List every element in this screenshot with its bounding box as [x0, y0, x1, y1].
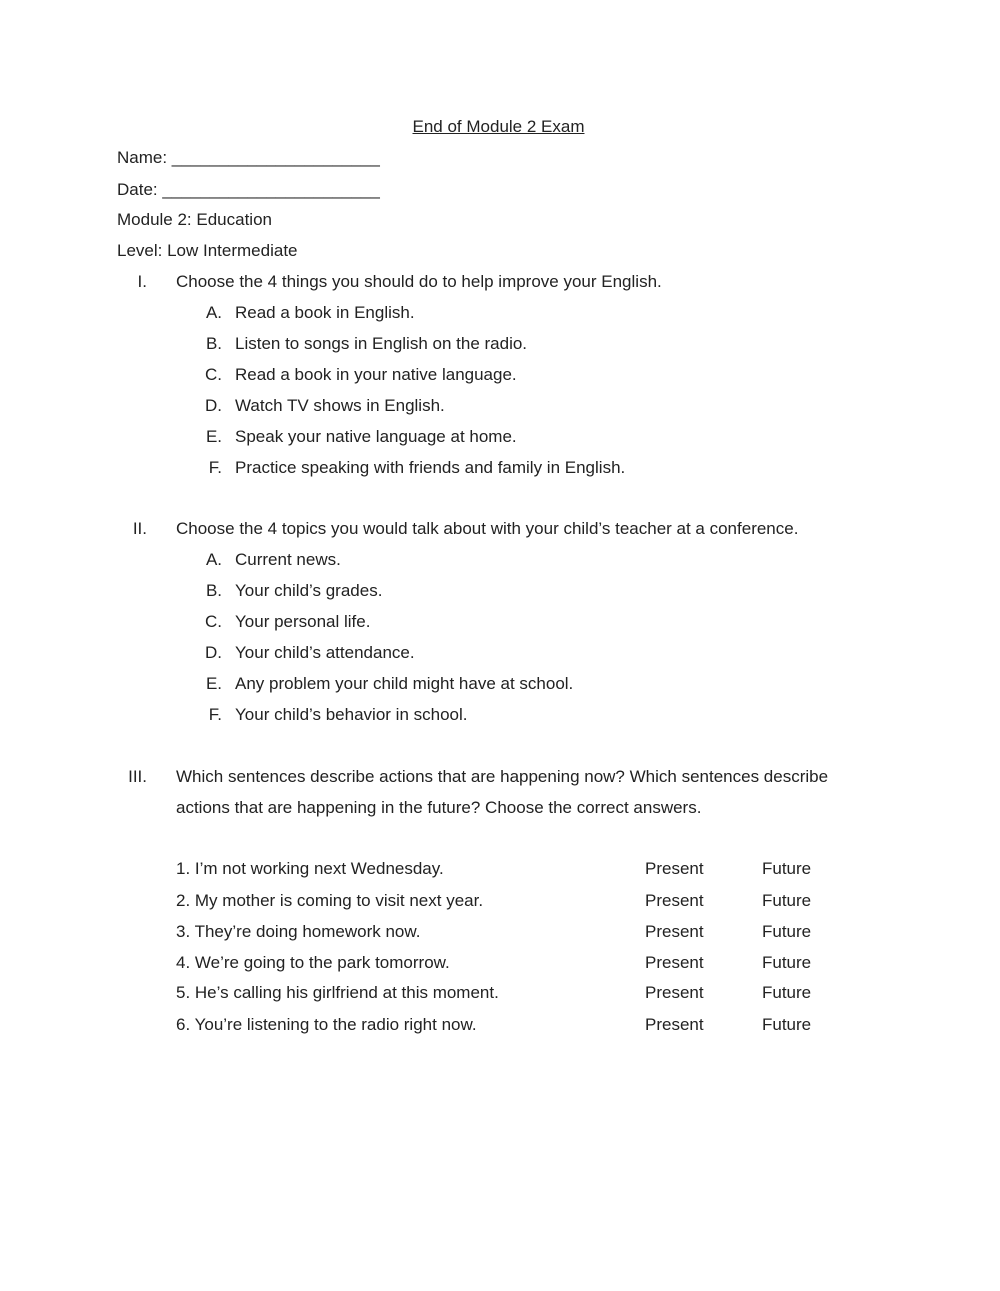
option-item	[0, 364, 1000, 386]
option-letter: B.	[205, 581, 222, 600]
option-text: Your child’s behavior in school.	[235, 705, 468, 724]
question-sentence: 1. I’m not working next Wednesday.	[176, 859, 444, 878]
option-letter: E.	[205, 427, 222, 446]
section-3-prompt-line-2: actions that are happening in the future? Choose the correct answers.	[176, 798, 702, 817]
level-label: Level: Low Intermediate	[117, 241, 298, 260]
page-title: End of Module 2 Exam	[412, 117, 585, 136]
section-3-prompt-line-1: Which sentences describe actions that are happening now? Which sentences describe	[176, 767, 829, 786]
section-1-prompt: Choose the 4 things you should do to help improve your English.	[176, 272, 662, 291]
option-letter: B.	[205, 334, 222, 353]
present-choice[interactable]: Present	[645, 922, 704, 941]
future-choice[interactable]: Future	[762, 922, 812, 941]
question-row	[0, 858, 1000, 880]
option-text: Read a book in your native language.	[235, 365, 517, 384]
future-choice[interactable]: Future	[762, 983, 812, 1002]
option-letter: D.	[205, 396, 222, 415]
question-row	[0, 982, 1000, 1004]
present-choice[interactable]: Present	[645, 859, 704, 878]
option-item	[0, 395, 1000, 417]
option-letter: E.	[205, 674, 222, 693]
option-letter: A.	[205, 550, 222, 569]
option-text: Current news.	[235, 550, 341, 569]
option-item	[0, 704, 1000, 726]
question-row	[0, 1014, 1000, 1036]
option-item	[0, 549, 1000, 571]
option-item	[0, 580, 1000, 602]
future-choice[interactable]: Future	[762, 953, 812, 972]
present-choice[interactable]: Present	[645, 983, 704, 1002]
option-letter: D.	[205, 643, 222, 662]
section-2-prompt: Choose the 4 topics you would talk about with your child’s teacher at a conference.	[176, 519, 799, 538]
present-choice[interactable]: Present	[645, 1015, 704, 1034]
option-item	[0, 673, 1000, 695]
option-letter: C.	[205, 612, 222, 631]
future-choice[interactable]: Future	[762, 859, 812, 878]
option-letter: F.	[208, 705, 222, 724]
option-text: Read a book in English.	[235, 303, 415, 322]
question-sentence: 3. They’re doing homework now.	[176, 922, 421, 941]
question-row	[0, 890, 1000, 912]
option-text: Your child’s attendance.	[235, 643, 415, 662]
option-item	[0, 611, 1000, 633]
option-letter: A.	[205, 303, 222, 322]
option-letter: C.	[205, 365, 222, 384]
option-item	[0, 457, 1000, 479]
option-text: Watch TV shows in English.	[235, 396, 445, 415]
section-3-numeral: III.	[128, 767, 147, 786]
question-row	[0, 921, 1000, 943]
date-field-line: Date: _______________________	[117, 180, 380, 199]
section-2-numeral: II.	[132, 519, 147, 538]
present-choice[interactable]: Present	[645, 891, 704, 910]
option-text: Your personal life.	[235, 612, 371, 631]
module-label: Module 2: Education	[117, 210, 272, 229]
option-item	[0, 333, 1000, 355]
question-sentence: 6. You’re listening to the radio right now.	[176, 1015, 477, 1034]
future-choice[interactable]: Future	[762, 891, 812, 910]
option-item	[0, 642, 1000, 664]
section-1-numeral: I.	[137, 272, 147, 291]
option-text: Any problem your child might have at school.	[235, 674, 574, 693]
option-text: Listen to songs in English on the radio.	[235, 334, 528, 353]
option-item	[0, 302, 1000, 324]
option-text: Practice speaking with friends and family in English.	[235, 458, 626, 477]
option-item	[0, 426, 1000, 448]
option-text: Speak your native language at home.	[235, 427, 517, 446]
question-sentence: 2. My mother is coming to visit next year.	[176, 891, 484, 910]
question-sentence: 5. He’s calling his girlfriend at this moment.	[176, 983, 499, 1002]
option-letter: F.	[208, 458, 222, 477]
option-text: Your child’s grades.	[235, 581, 383, 600]
question-sentence: 4. We’re going to the park tomorrow.	[176, 953, 450, 972]
name-field-line: Name: ______________________	[117, 148, 380, 167]
present-choice[interactable]: Present	[645, 953, 704, 972]
future-choice[interactable]: Future	[762, 1015, 812, 1034]
question-row	[0, 952, 1000, 974]
